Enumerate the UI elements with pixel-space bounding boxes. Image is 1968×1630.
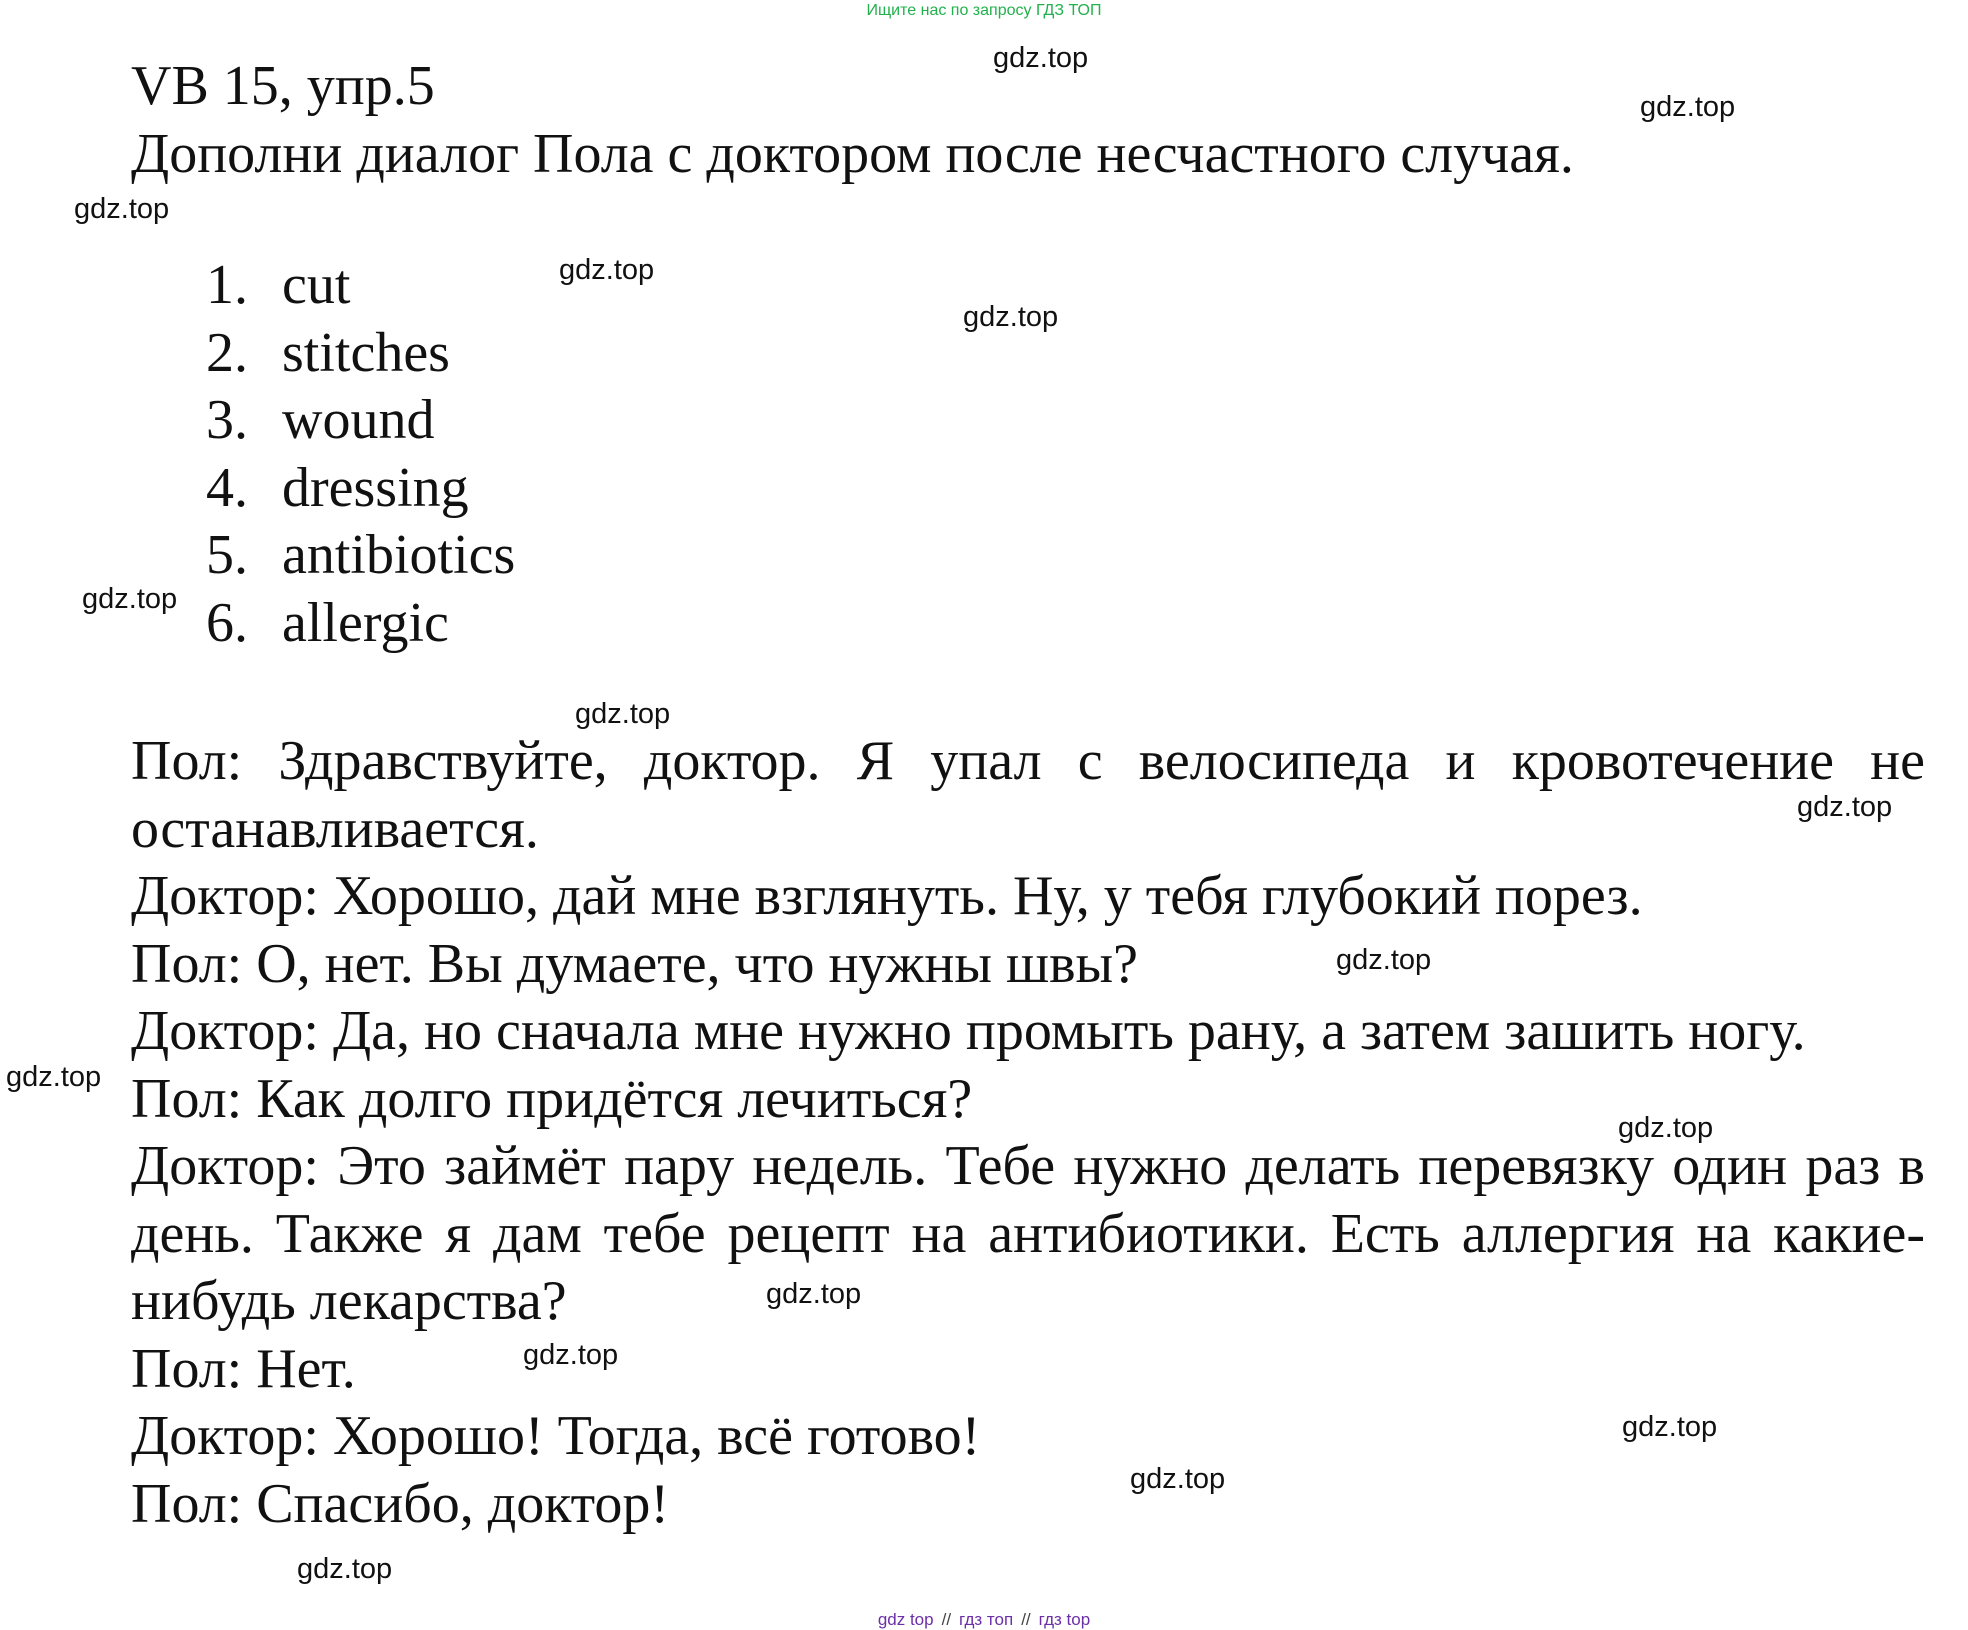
watermark: gdz.top — [74, 193, 170, 225]
watermark: gdz.top — [963, 301, 1059, 333]
list-item-number: 5. — [206, 524, 248, 586]
watermark: gdz.top — [6, 1061, 102, 1093]
list-item — [206, 320, 515, 388]
list-item-word: wound — [282, 389, 435, 451]
list-item-number: 4. — [206, 456, 248, 519]
dialogue-line: Пол: Как долго придётся лечиться? — [131, 1067, 973, 1130]
watermark: gdz.top — [559, 254, 655, 286]
watermark: gdz.top — [82, 583, 178, 615]
footer-separator: // — [1021, 1610, 1031, 1629]
list-item-number: 3. — [206, 389, 248, 451]
list-item-word: stitches — [282, 321, 450, 384]
list-item — [206, 387, 515, 455]
footer-link[interactable]: gdz top — [877, 1610, 934, 1629]
watermark: gdz.top — [523, 1339, 619, 1371]
dialogue-line: Пол: Спасибо, доктор! — [131, 1472, 670, 1535]
list-item-word: antibiotics — [282, 524, 516, 586]
list-item-word: cut — [282, 254, 351, 316]
list-item — [206, 590, 515, 658]
watermark: gdz.top — [1336, 944, 1432, 976]
watermark: gdz.top — [766, 1278, 862, 1310]
watermark: gdz.top — [1130, 1463, 1226, 1495]
dialogue-line: Пол: Здравствуйте, доктор. Я упал с велосипеда и кровотечение не останавливается. — [131, 730, 1925, 860]
list-item-number: 6. — [206, 591, 248, 654]
dialogue-line: Пол: Нет. — [131, 1337, 356, 1400]
watermark: gdz.top — [575, 698, 671, 730]
list-item-word: allergic — [282, 591, 449, 654]
top-banner: Ищите нас по запросу ГДЗ ТОП — [866, 2, 1102, 19]
watermark: gdz.top — [297, 1553, 393, 1585]
list-item-word: dressing — [282, 456, 469, 519]
dialogue-line: Доктор: Да, но сначала мне нужно промыть рану, а затем зашить ногу. — [131, 1000, 1806, 1062]
list-item — [206, 252, 515, 320]
list-item — [206, 522, 515, 590]
footer-link[interactable]: гдз top — [1038, 1610, 1091, 1629]
watermark: gdz.top — [1618, 1112, 1714, 1144]
list-item-number: 1. — [206, 254, 248, 316]
dialogue-line: Доктор: Хорошо! Тогда, всё готово! — [131, 1405, 981, 1467]
footer-link[interactable]: гдз топ — [959, 1610, 1014, 1629]
dialogue-line: Доктор: Хорошо, дай мне взглянуть. Ну, у тебя глубокий порез. — [131, 865, 1643, 927]
list-item — [206, 455, 515, 523]
watermark: gdz.top — [1797, 791, 1893, 823]
footer-links — [0, 1610, 1968, 1630]
watermark: gdz.top — [1640, 91, 1736, 123]
watermark: gdz.top — [1622, 1411, 1718, 1443]
exercise-instruction: Дополни диалог Пола с доктором после несчастного случая. — [131, 123, 1574, 185]
list-item-number: 2. — [206, 321, 248, 384]
dialogue-line: Доктор: Это займёт пару недель. Тебе нужно делать перевязку один раз в день. Также я дам тебе рецепт на антибиотики. Есть аллергия на какие-нибудь лекарства? — [131, 1135, 1925, 1332]
exercise-title: VB 15, упр.5 — [131, 55, 435, 117]
word-list — [206, 252, 515, 657]
dialogue-line: Пол: О, нет. Вы думаете, что нужны швы? — [131, 932, 1139, 995]
footer-separator: // — [941, 1610, 952, 1629]
watermark: gdz.top — [993, 42, 1089, 74]
